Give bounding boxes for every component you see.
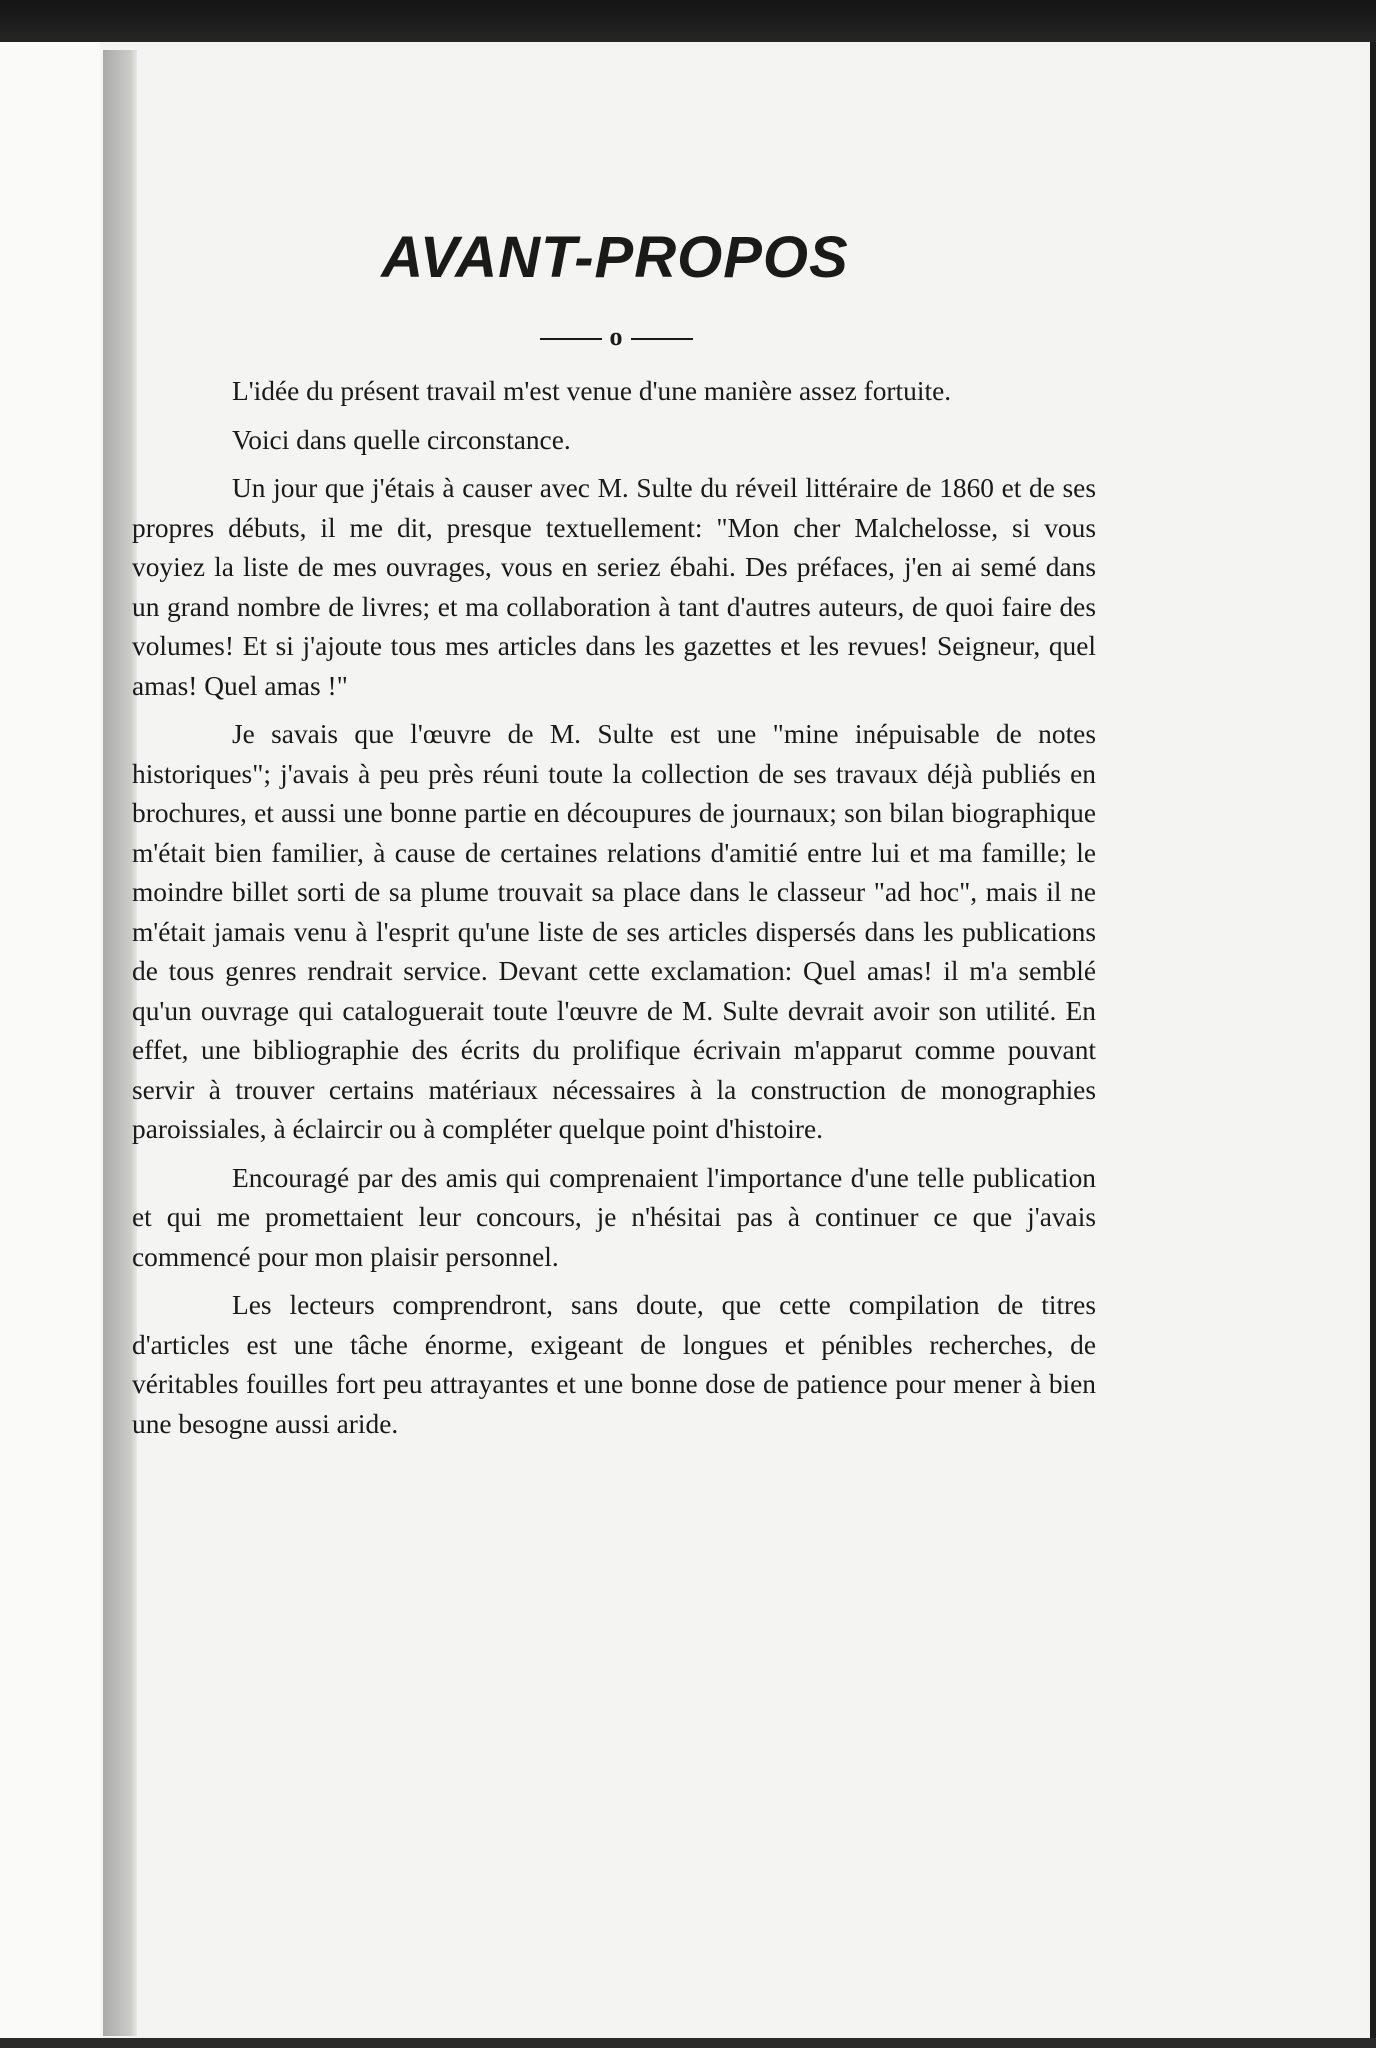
paragraph: Voici dans quelle circonstance. bbox=[232, 424, 571, 455]
title-separator bbox=[530, 322, 702, 352]
paragraph: Un jour que j'étais à causer avec M. Sulte du réveil littéraire de 1860 et de ses propres débuts, il me dit, presque textuellement: "Mon cher Malchelosse, si vous voyiez la liste de mes ouvrages, vous en seriez ébahi. Des préfaces, j'en ai semé dans un grand nombre de livres; et ma collaboration à tant d'autres auteurs, de quoi faire des volumes! Et si j'ajoute tous mes articles dans les gazettes et les revues! Seigneur, quel amas! Quel amas !" bbox=[132, 473, 1096, 701]
scanner-top-border bbox=[0, 0, 1376, 42]
left-margin bbox=[0, 42, 100, 2048]
separator-ornament: o bbox=[609, 322, 623, 351]
page-title: AVANT-PROPOS bbox=[381, 225, 849, 290]
scanner-right-border bbox=[1370, 42, 1376, 2048]
scanner-bottom-border bbox=[0, 2038, 1376, 2048]
body-text bbox=[132, 372, 1096, 1453]
paragraph: L'idée du présent travail m'est venue d'une manière assez fortuite. bbox=[232, 376, 952, 406]
paragraph: Encouragé par des amis qui comprenaient l'importance d'une telle publication et qui me promettaient leur concours, je n'hésitai pas à continuer ce que j'avais commencé pour mon plaisir personnel. bbox=[132, 1162, 1096, 1272]
paragraph: Les lecteurs comprendront, sans doute, que cette compilation de titres d'articles est une tâche énorme, exigeant de longues et pénibles recherches, de véritables fouilles fort peu attrayantes et une bonne dose de patience pour mener à bien une besogne aussi aride. bbox=[132, 1290, 1096, 1439]
separator-rule-left bbox=[540, 338, 602, 340]
paragraph: Je savais que l'œuvre de M. Sulte est une "mine inépuisable de notes historiques"; j'avais à peu près réuni toute la collection de ses travaux déjà publiés en brochures, et aussi une bonne partie en découpures de journaux; son bilan biographique m'était bien familier, à cause de certaines relations d'amitié entre lui et ma famille; le moindre billet sorti de sa plume trouvait sa place dans le classeur "ad hoc", mais il ne m'était jamais venu à l'esprit qu'une liste de ses articles dispersés dans les publications de tous genres rendrait service. Devant cette exclamation: Quel amas! il m'a semblé qu'un ouvrage qui cataloguerait toute l'œuvre de M. Sulte devrait avoir son utilité. En effet, une bibliographie des écrits du prolifique écrivain m'apparut comme pouvant servir à trouver certains matériaux nécessaires à la construction de monographies paroissiales, à éclaircir ou à compléter quelque point d'histoire. bbox=[132, 719, 1096, 1144]
separator-rule-right bbox=[631, 338, 693, 340]
